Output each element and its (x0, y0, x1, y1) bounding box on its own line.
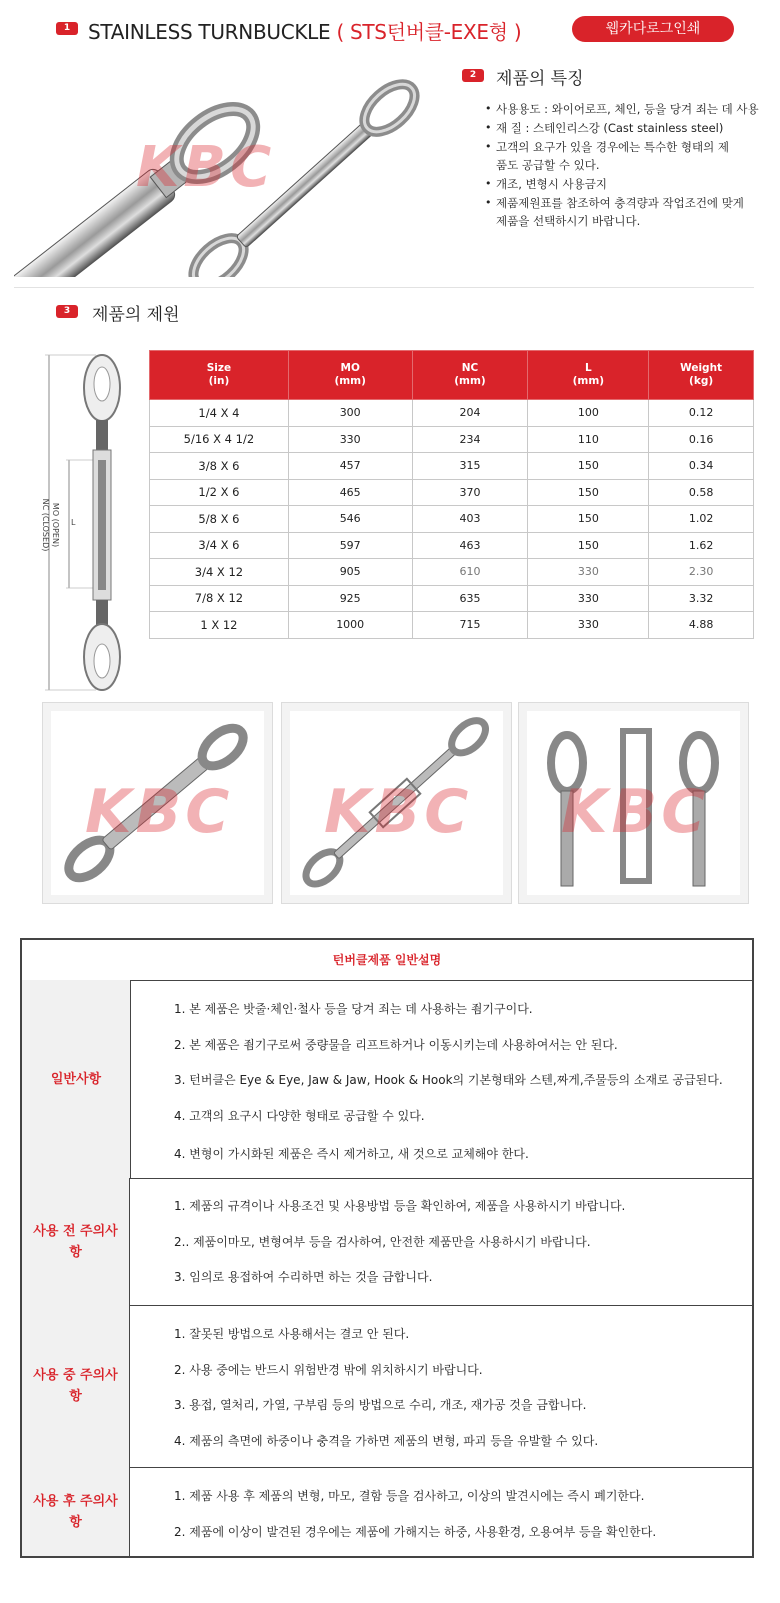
section-label: 사용 후 주의사항 (22, 1467, 130, 1556)
section-label: 일반사항 (22, 980, 131, 1178)
feature-item: • 개조, 변형시 사용금지 (485, 175, 775, 193)
header-size: Size (in) (150, 351, 289, 400)
info-item: 2. 본 제품은 죔기구로써 중량물을 리프트하거나 이동시키는데 사용하여서는 안 된다. (174, 1038, 618, 1052)
table-row: 5/8 X 6 546 403 150 1.02 (150, 506, 754, 533)
info-item: 4. 제품의 측면에 하중이나 충격을 가하면 제품의 변형, 파괴 등을 유발할 수 있다. (174, 1434, 599, 1448)
info-item: 3. 턴버클은 Eye & Eye, Jaw & Jaw, Hook & Hook의 기본형태와 스텐,짜게,주물등의 소재로 공급된다. (174, 1073, 723, 1087)
info-section-after-use (22, 1467, 752, 1556)
info-item: 3. 용접, 열처리, 가열, 구부림 등의 방법으로 수리, 개조, 재가공 것을 금합니다. (174, 1398, 587, 1412)
section-divider (14, 287, 754, 288)
section-number-badge: 3 (56, 305, 78, 318)
header-mo: MO (mm) (288, 351, 412, 400)
dimension-label-l: L (71, 518, 76, 527)
kbc-watermark: KBC (85, 777, 234, 847)
info-item: 2. 제품에 이상이 발견된 경우에는 제품에 가해지는 하중, 사용환경, 오용여부 등을 확인한다. (174, 1525, 657, 1539)
table-row: 1/2 X 6 465 370 150 0.58 (150, 479, 754, 506)
table-row: 1/4 X 4 300 204 100 0.12 (150, 400, 754, 427)
product-photo-3 (518, 702, 749, 904)
table-row: 3/8 X 6 457 315 150 0.34 (150, 453, 754, 480)
info-item: 4. 변형이 가시화된 제품은 즉시 제거하고, 새 것으로 교체해야 한다. (174, 1147, 529, 1161)
title-sub: ( STS턴버클-EXE형 ) (336, 20, 522, 44)
section-label: 사용 중 주의사항 (22, 1305, 130, 1467)
features-title: 제품의 특징 (496, 69, 584, 89)
info-item: 4. 고객의 요구시 다양한 형태로 공급할 수 있다. (174, 1109, 425, 1123)
spec-table (149, 350, 754, 639)
info-item: 2. 사용 중에는 반드시 위험반경 밖에 위치하시기 바랍니다. (174, 1363, 483, 1377)
feature-item: • 고객의 요구가 있을 경우에는 특수한 형태의 제품도 공급할 수 있다. (485, 138, 736, 174)
info-item: 3. 임의로 용접하여 수리하면 하는 것을 금합니다. (174, 1270, 433, 1284)
feature-item: • 재 질 : 스테인리스강 (Cast stainless steel) (485, 119, 775, 137)
dimension-label-mo-nc: MO (OPEN) NC (CLOSED) (41, 498, 60, 552)
hero-product-photo (14, 55, 454, 277)
info-item: 1. 제품의 규격이나 사용조건 및 사용방법 등을 확인하여, 제품을 사용하시기 바랍니다. (174, 1199, 626, 1213)
info-item: 2.. 제품이마모, 변형여부 등을 검사하여, 안전한 제품만을 사용하시기 바랍니다. (174, 1235, 591, 1249)
section-number-badge: 2 (462, 69, 484, 82)
header-l: L (mm) (528, 351, 649, 400)
info-item: 1. 잘못된 방법으로 사용해서는 결코 안 된다. (174, 1327, 410, 1341)
section-label: 사용 전 주의사항 (22, 1178, 130, 1305)
product-photo-1 (42, 702, 273, 904)
turnbuckle-dimension-diagram (36, 350, 136, 695)
info-section-during-use (22, 1305, 752, 1468)
table-row: 1 X 12 1000 715 330 4.88 (150, 612, 754, 639)
kbc-watermark: KBC (324, 777, 473, 847)
kbc-watermark: KBC (136, 135, 276, 200)
table-row: 3/4 X 6 597 463 150 1.62 (150, 532, 754, 559)
section-number-badge: 1 (56, 22, 78, 35)
feature-item: • 사용용도 : 와이어로프, 체인, 등을 당겨 죄는 데 사용 (485, 100, 775, 118)
header-nc: NC (mm) (412, 351, 528, 400)
header-weight: Weight (kg) (649, 351, 754, 400)
table-row: 5/16 X 4 1/2 330 234 110 0.16 (150, 426, 754, 453)
specs-title: 제품의 제원 (92, 305, 180, 325)
brand-button[interactable]: 웹카다로그인쇄 (572, 16, 734, 42)
table-row: 3/4 X 12 905 610 330 2.30 (150, 559, 754, 586)
feature-item: • 제품제원표를 참조하여 충격량과 작업조건에 맞게 제품을 선택하시기 바랍니다. (485, 194, 756, 230)
product-photo-2 (281, 702, 512, 904)
title-main: STAINLESS TURNBUCKLE (88, 20, 331, 44)
info-section-before-use (22, 1178, 752, 1306)
info-item: 1. 제품 사용 후 제품의 변형, 마모, 결함 등을 검사하고, 이상의 발견시에는 즉시 폐기한다. (174, 1489, 645, 1503)
features-list (485, 100, 775, 231)
kbc-watermark: KBC (561, 777, 710, 847)
info-section-general (22, 980, 752, 1179)
general-info-table (20, 938, 754, 1558)
spec-table-header (150, 351, 754, 400)
table-row: 7/8 X 12 925 635 330 3.32 (150, 585, 754, 612)
info-table-title: 턴버클제품 일반설명 (22, 940, 752, 981)
page-title (88, 16, 521, 45)
info-item: 1. 본 제품은 밧줄·체인·철사 등을 당겨 죄는 데 사용하는 죔기구이다. (174, 1002, 533, 1016)
